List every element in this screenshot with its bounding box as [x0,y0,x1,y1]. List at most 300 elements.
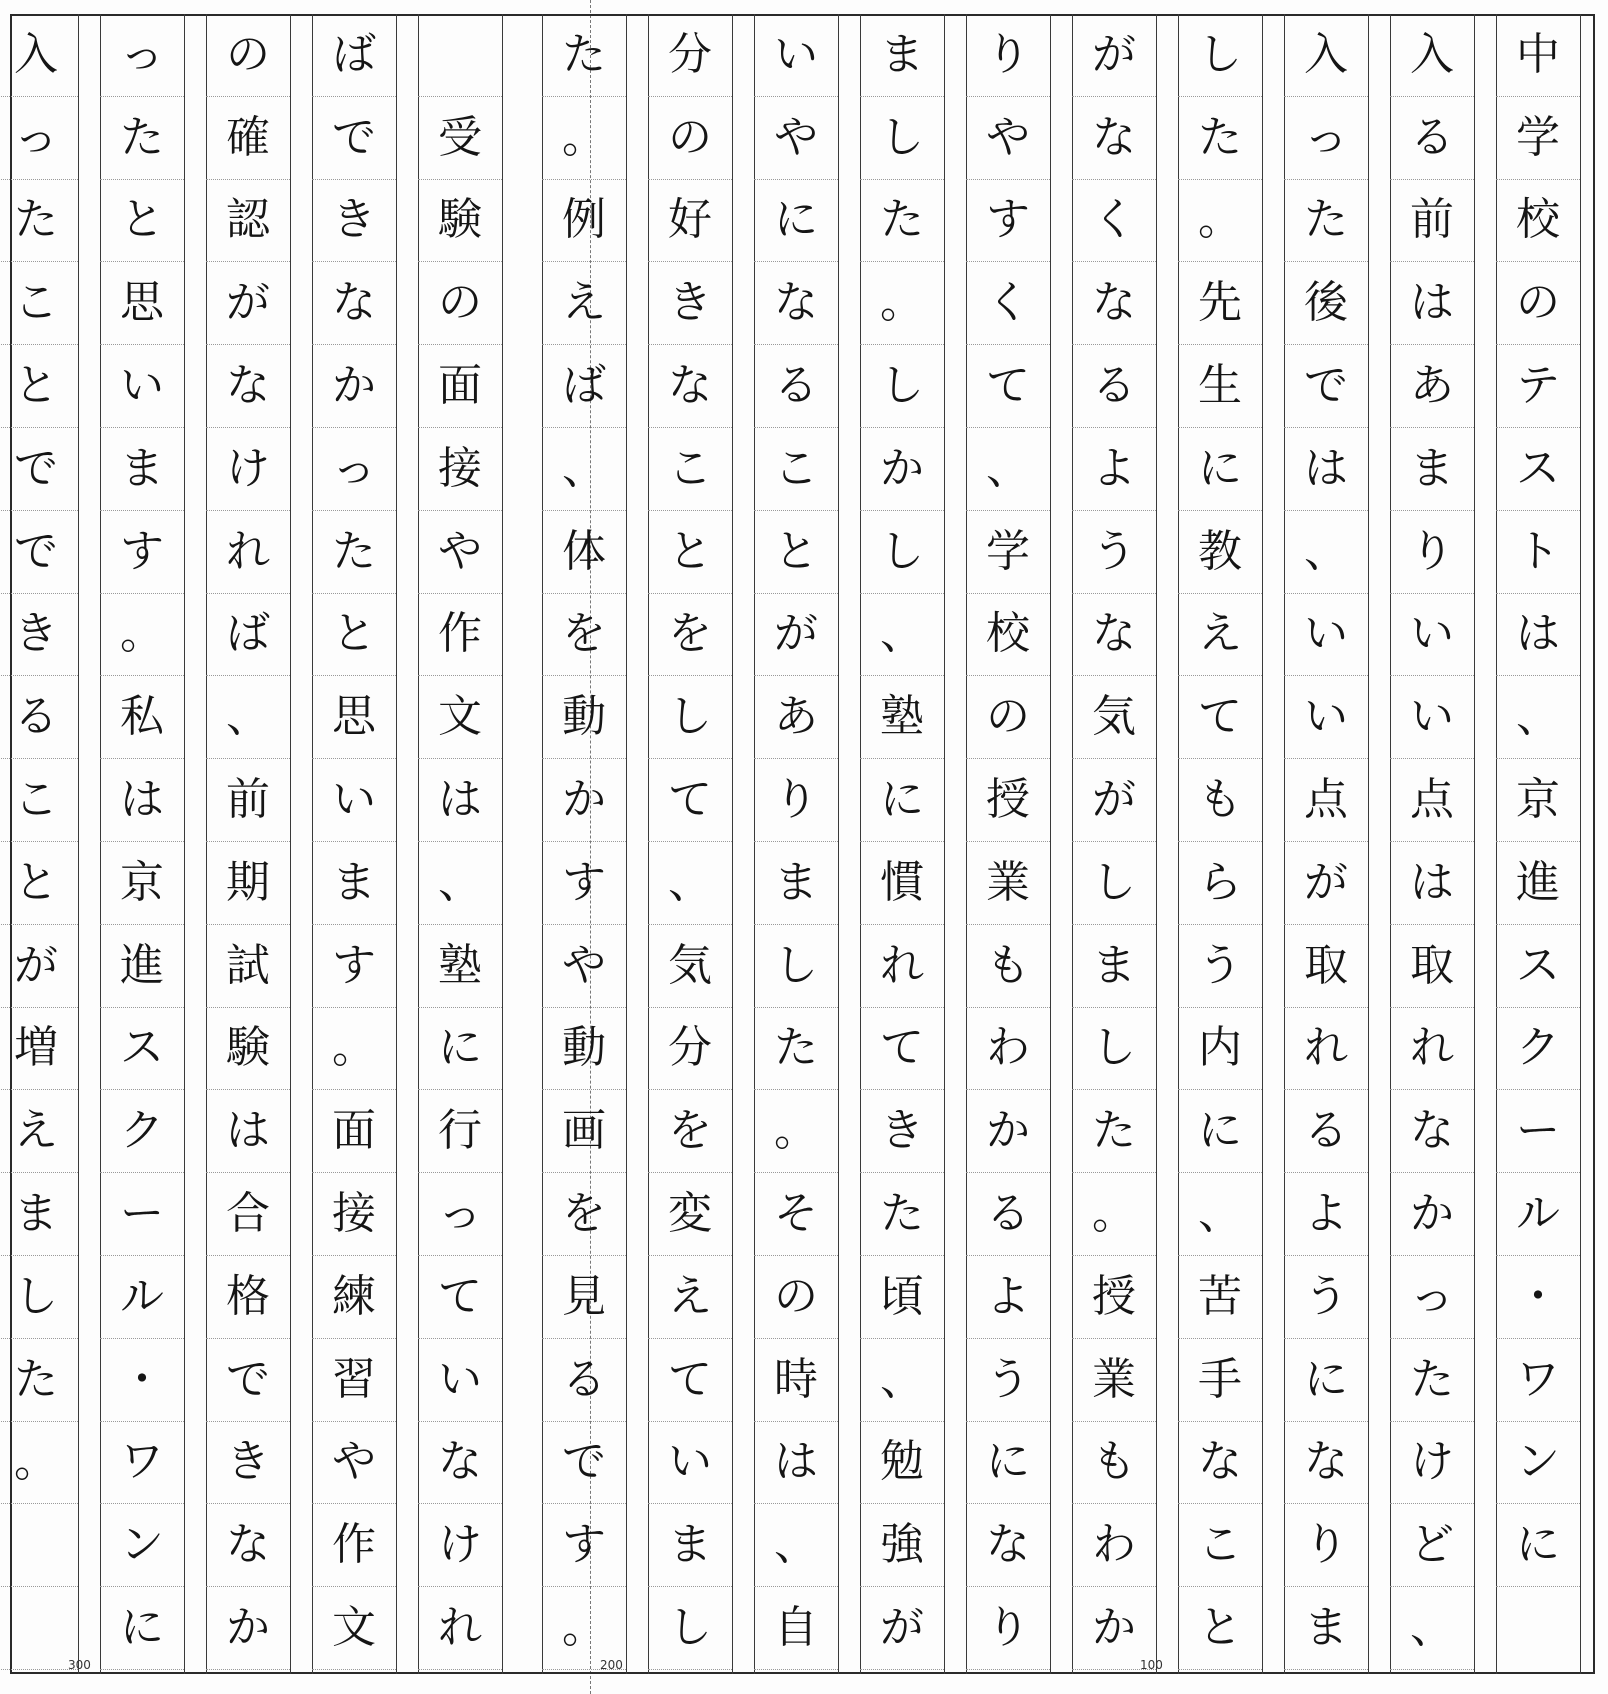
character-cell: ば [312,14,396,97]
character-cell: 、 [1284,511,1368,594]
character-cell: な [1284,1422,1368,1505]
character-cell: す [966,180,1050,263]
character-cell: を [648,1090,732,1173]
essay-column [1284,14,1368,1674]
character-cell: し [860,97,944,180]
character-cell: れ [860,925,944,1008]
character-cell: る [0,676,78,759]
column-rule [184,14,185,1674]
character-cell: ワ [1496,1339,1580,1422]
character-cell: す [100,511,184,594]
character-cell: た [860,1173,944,1256]
character-cell: 練 [312,1256,396,1339]
character-cell: て [648,759,732,842]
character-cell: ン [1496,1422,1580,1505]
character-cell: ス [1496,925,1580,1008]
character-cell: に [1178,428,1262,511]
character-cell: 、 [966,428,1050,511]
character-cell: も [1178,759,1262,842]
character-cell: き [312,180,396,263]
character-cell: 変 [648,1173,732,1256]
character-cell: で [0,511,78,594]
character-cell: よ [1072,428,1156,511]
character-cell: が [1284,842,1368,925]
character-cell: な [312,262,396,345]
column-rule [1474,14,1475,1674]
character-cell: 勉 [860,1422,944,1505]
character-cell: ー [1496,1090,1580,1173]
character-cell: す [312,925,396,1008]
character-cell: の [418,262,502,345]
column-rule [1262,14,1263,1674]
character-cell: ま [100,428,184,511]
character-cell: 、 [542,428,626,511]
character-cell: と [100,180,184,263]
character-cell: ク [100,1090,184,1173]
character-cell: で [0,428,78,511]
character-cell: 習 [312,1339,396,1422]
character-cell: 点 [1284,759,1368,842]
character-cell: っ [312,428,396,511]
character-cell: い [100,345,184,428]
character-cell: ル [1496,1173,1580,1256]
character-cell: り [754,759,838,842]
character-cell: う [1178,925,1262,1008]
essay-column [0,14,78,1674]
character-cell: た [754,1008,838,1091]
column-cells [1178,14,1262,1674]
character-cell: は [754,1422,838,1505]
column-cells [754,14,838,1674]
character-cell: り [966,14,1050,97]
column-cells [418,14,502,1674]
character-cell: い [418,1339,502,1422]
character-cell: す [542,842,626,925]
column-rule [1368,14,1369,1674]
essay-column [1496,14,1580,1674]
character-cell: 前 [1390,180,1474,263]
character-cell: れ [1390,1008,1474,1091]
character-cell: ま [860,14,944,97]
character-cell: し [1072,842,1156,925]
character-cell: て [1178,676,1262,759]
character-cell: た [542,14,626,97]
essay-column [860,14,944,1674]
character-cell: る [1390,97,1474,180]
character-cell: 、 [860,594,944,677]
character-cell: や [966,97,1050,180]
character-cell: あ [754,676,838,759]
essay-column [1178,14,1262,1674]
character-cell: ン [100,1504,184,1587]
character-cell: る [542,1339,626,1422]
column-rule [502,14,503,1674]
character-cell: 学 [966,511,1050,594]
character-cell: 生 [1178,345,1262,428]
character-cell: 。 [542,1587,626,1670]
character-cell: が [1072,14,1156,97]
character-cell: は [418,759,502,842]
character-cell: り [966,1587,1050,1670]
character-cell: は [1284,428,1368,511]
character-cell: 点 [1390,759,1474,842]
column-rule [1050,14,1051,1674]
character-cell: 授 [1072,1256,1156,1339]
character-cell: 学 [1496,97,1580,180]
character-cell: や [542,925,626,1008]
character-cell: 手 [1178,1339,1262,1422]
character-cell: っ [1284,97,1368,180]
column-cells [312,14,396,1674]
column-cells [860,14,944,1674]
character-cell: 接 [312,1173,396,1256]
essay-column [966,14,1050,1674]
character-cell: 画 [542,1090,626,1173]
character-cell: ば [542,345,626,428]
character-cell: な [1178,1422,1262,1505]
character-cell: 験 [418,180,502,263]
character-cell: は [1390,262,1474,345]
character-cell: 後 [1284,262,1368,345]
character-cell: か [1390,1173,1474,1256]
character-cell: 受 [418,97,502,180]
character-cell: も [966,925,1050,1008]
character-cell: 入 [0,14,78,97]
character-cell: 文 [418,676,502,759]
character-cell: る [1284,1090,1368,1173]
character-cell: 験 [206,1008,290,1091]
character-cell: た [860,180,944,263]
character-cell: っ [418,1173,502,1256]
character-cell: て [860,1008,944,1091]
character-cell: き [0,594,78,677]
character-cell: 前 [206,759,290,842]
character-cell: な [1072,594,1156,677]
character-cell: い [312,759,396,842]
character-cell: 面 [418,345,502,428]
character-cell: で [1284,345,1368,428]
char-count-100: 100 [1140,1658,1163,1672]
character-cell: 取 [1284,925,1368,1008]
character-cell: ・ [1496,1256,1580,1339]
column-rule [290,14,291,1674]
character-cell: 。 [1178,180,1262,263]
character-cell: と [0,345,78,428]
character-cell: る [754,345,838,428]
character-cell: な [966,1504,1050,1587]
character-cell: き [860,1090,944,1173]
character-cell: て [418,1256,502,1339]
character-cell: そ [754,1173,838,1256]
character-cell: し [1072,1008,1156,1091]
character-cell: く [1072,180,1156,263]
character-cell: す [542,1504,626,1587]
character-cell: わ [1072,1504,1156,1587]
character-cell: 、 [1178,1173,1262,1256]
character-cell: 業 [1072,1339,1156,1422]
character-cell: 見 [542,1256,626,1339]
character-cell: し [754,925,838,1008]
character-cell: 期 [206,842,290,925]
character-cell: が [1072,759,1156,842]
character-cell: ば [206,594,290,677]
character-cell: 増 [0,1008,78,1091]
column-rule [396,14,397,1674]
character-cell [0,1587,78,1670]
character-cell: り [1390,511,1474,594]
character-cell: 行 [418,1090,502,1173]
character-cell: か [1072,1587,1156,1670]
character-cell: 確 [206,97,290,180]
character-cell: 慣 [860,842,944,925]
character-cell: 教 [1178,511,1262,594]
character-cell: い [1284,676,1368,759]
character-cell: も [1072,1422,1156,1505]
character-cell: え [0,1090,78,1173]
character-cell: 作 [418,594,502,677]
essay-column [648,14,732,1674]
column-cells [542,14,626,1674]
character-cell: た [0,1339,78,1422]
character-cell: 入 [1390,14,1474,97]
column-rule [78,14,79,1674]
character-cell: が [0,925,78,1008]
character-cell: き [648,262,732,345]
character-cell: ま [1072,925,1156,1008]
character-cell: こ [754,428,838,511]
character-cell: は [206,1090,290,1173]
character-cell: の [648,97,732,180]
character-cell: テ [1496,345,1580,428]
character-cell: え [1178,594,1262,677]
character-cell: が [206,262,290,345]
character-cell: 格 [206,1256,290,1339]
character-cell: な [206,1504,290,1587]
character-cell: 。 [754,1090,838,1173]
character-cell: の [206,14,290,97]
character-cell: ま [312,842,396,925]
character-cell: 。 [100,594,184,677]
character-cell: か [542,759,626,842]
column-cells [1072,14,1156,1674]
character-cell: ー [100,1173,184,1256]
character-cell: 面 [312,1090,396,1173]
character-cell: あ [1390,345,1474,428]
character-cell: や [312,1422,396,1505]
character-cell: と [648,511,732,594]
character-cell: 好 [648,180,732,263]
character-cell: 自 [754,1587,838,1670]
character-cell: い [754,14,838,97]
character-cell: わ [966,1008,1050,1091]
character-cell: か [966,1090,1050,1173]
character-cell: の [754,1256,838,1339]
character-cell: を [542,594,626,677]
column-cells [206,14,290,1674]
column-rule [1580,14,1581,1674]
character-cell: ワ [100,1422,184,1505]
character-cell: し [860,345,944,428]
character-cell: か [312,345,396,428]
column-rule [732,14,733,1674]
character-cell: っ [0,97,78,180]
character-cell: 気 [648,925,732,1008]
character-cell: 私 [100,676,184,759]
character-cell: 頃 [860,1256,944,1339]
character-cell: の [1496,262,1580,345]
character-cell: 先 [1178,262,1262,345]
column-rule [1156,14,1157,1674]
character-cell: ・ [100,1339,184,1422]
character-cell: に [966,1422,1050,1505]
character-cell: え [648,1256,732,1339]
essay-column [1072,14,1156,1674]
character-cell: か [206,1587,290,1670]
essay-column [312,14,396,1674]
character-cell: っ [100,14,184,97]
character-cell: 、 [754,1504,838,1587]
character-cell: こ [1178,1504,1262,1587]
character-cell: と [1178,1587,1262,1670]
character-cell: ク [1496,1008,1580,1091]
character-cell: し [0,1256,78,1339]
character-cell: し [860,511,944,594]
character-cell: ス [100,1008,184,1091]
essay-column [754,14,838,1674]
character-cell: 思 [312,676,396,759]
character-cell: よ [1284,1173,1368,1256]
column-cells [0,14,78,1674]
character-cell: り [1284,1504,1368,1587]
character-cell [0,1504,78,1587]
character-cell: る [1072,345,1156,428]
character-cell: 校 [966,594,1050,677]
character-cell: に [100,1587,184,1670]
column-cells [648,14,732,1674]
character-cell: こ [0,262,78,345]
character-cell: な [754,262,838,345]
essay-column [542,14,626,1674]
character-cell: え [542,262,626,345]
character-cell: ま [754,842,838,925]
character-cell: ま [0,1173,78,1256]
character-cell: は [1496,594,1580,677]
character-cell: 、 [206,676,290,759]
character-cell: 動 [542,676,626,759]
character-cell: に [860,759,944,842]
essay-column [1390,14,1474,1674]
column-cells [1284,14,1368,1674]
character-cell: の [966,676,1050,759]
character-cell: 京 [1496,759,1580,842]
character-cell: な [648,345,732,428]
character-cell: 塾 [860,676,944,759]
character-cell: 取 [1390,925,1474,1008]
character-cell: や [418,511,502,594]
character-cell: 気 [1072,676,1156,759]
character-cell: 中 [1496,14,1580,97]
character-cell: ス [1496,428,1580,511]
column-cells [100,14,184,1674]
character-cell: に [1496,1504,1580,1587]
column-cells [1496,14,1580,1674]
character-cell: け [418,1504,502,1587]
character-cell: が [860,1587,944,1670]
character-cell: い [1390,594,1474,677]
character-cell: く [966,262,1050,345]
character-cell: 例 [542,180,626,263]
character-cell: ト [1496,511,1580,594]
character-cell: ま [1390,428,1474,511]
char-count-200: 200 [600,1658,623,1672]
character-cell: た [0,180,78,263]
character-cell: で [312,97,396,180]
character-cell: を [542,1173,626,1256]
character-cell: で [542,1422,626,1505]
character-cell: 京 [100,842,184,925]
character-cell: 。 [0,1422,78,1505]
character-cell: ル [100,1256,184,1339]
character-cell: 認 [206,180,290,263]
char-count-300: 300 [68,1658,91,1672]
character-cell: て [966,345,1050,428]
character-cell: 、 [1496,676,1580,759]
character-cell: 、 [1390,1587,1474,1670]
character-cell: き [206,1422,290,1505]
character-cell: し [648,676,732,759]
character-cell: 合 [206,1173,290,1256]
character-cell: 塾 [418,925,502,1008]
column-rule [838,14,839,1674]
character-cell: う [1284,1256,1368,1339]
character-cell: が [754,594,838,677]
character-cell: し [1178,14,1262,97]
character-cell: 、 [648,842,732,925]
column-rule [944,14,945,1674]
character-cell: っ [1390,1256,1474,1339]
character-cell: と [312,594,396,677]
character-cell: 強 [860,1504,944,1587]
character-cell: で [206,1339,290,1422]
character-cell: た [312,511,396,594]
character-cell: 、 [418,842,502,925]
character-cell: 動 [542,1008,626,1091]
character-cell: に [418,1008,502,1091]
character-cell: 。 [542,97,626,180]
character-cell [418,14,502,97]
character-cell: な [418,1422,502,1505]
column-cells [1390,14,1474,1674]
character-cell: 文 [312,1587,396,1670]
character-cell: 。 [860,262,944,345]
character-cell: た [100,97,184,180]
character-cell: か [860,428,944,511]
character-cell: と [754,511,838,594]
character-cell: に [1178,1090,1262,1173]
column-cells [966,14,1050,1674]
character-cell: 苦 [1178,1256,1262,1339]
character-cell: な [206,345,290,428]
character-cell: よ [966,1256,1050,1339]
character-cell: は [100,759,184,842]
character-cell: 内 [1178,1008,1262,1091]
character-cell: て [648,1339,732,1422]
character-cell: な [1390,1090,1474,1173]
character-cell: と [0,842,78,925]
character-cell: た [1072,1090,1156,1173]
character-cell: 分 [648,14,732,97]
essay-column [206,14,290,1674]
